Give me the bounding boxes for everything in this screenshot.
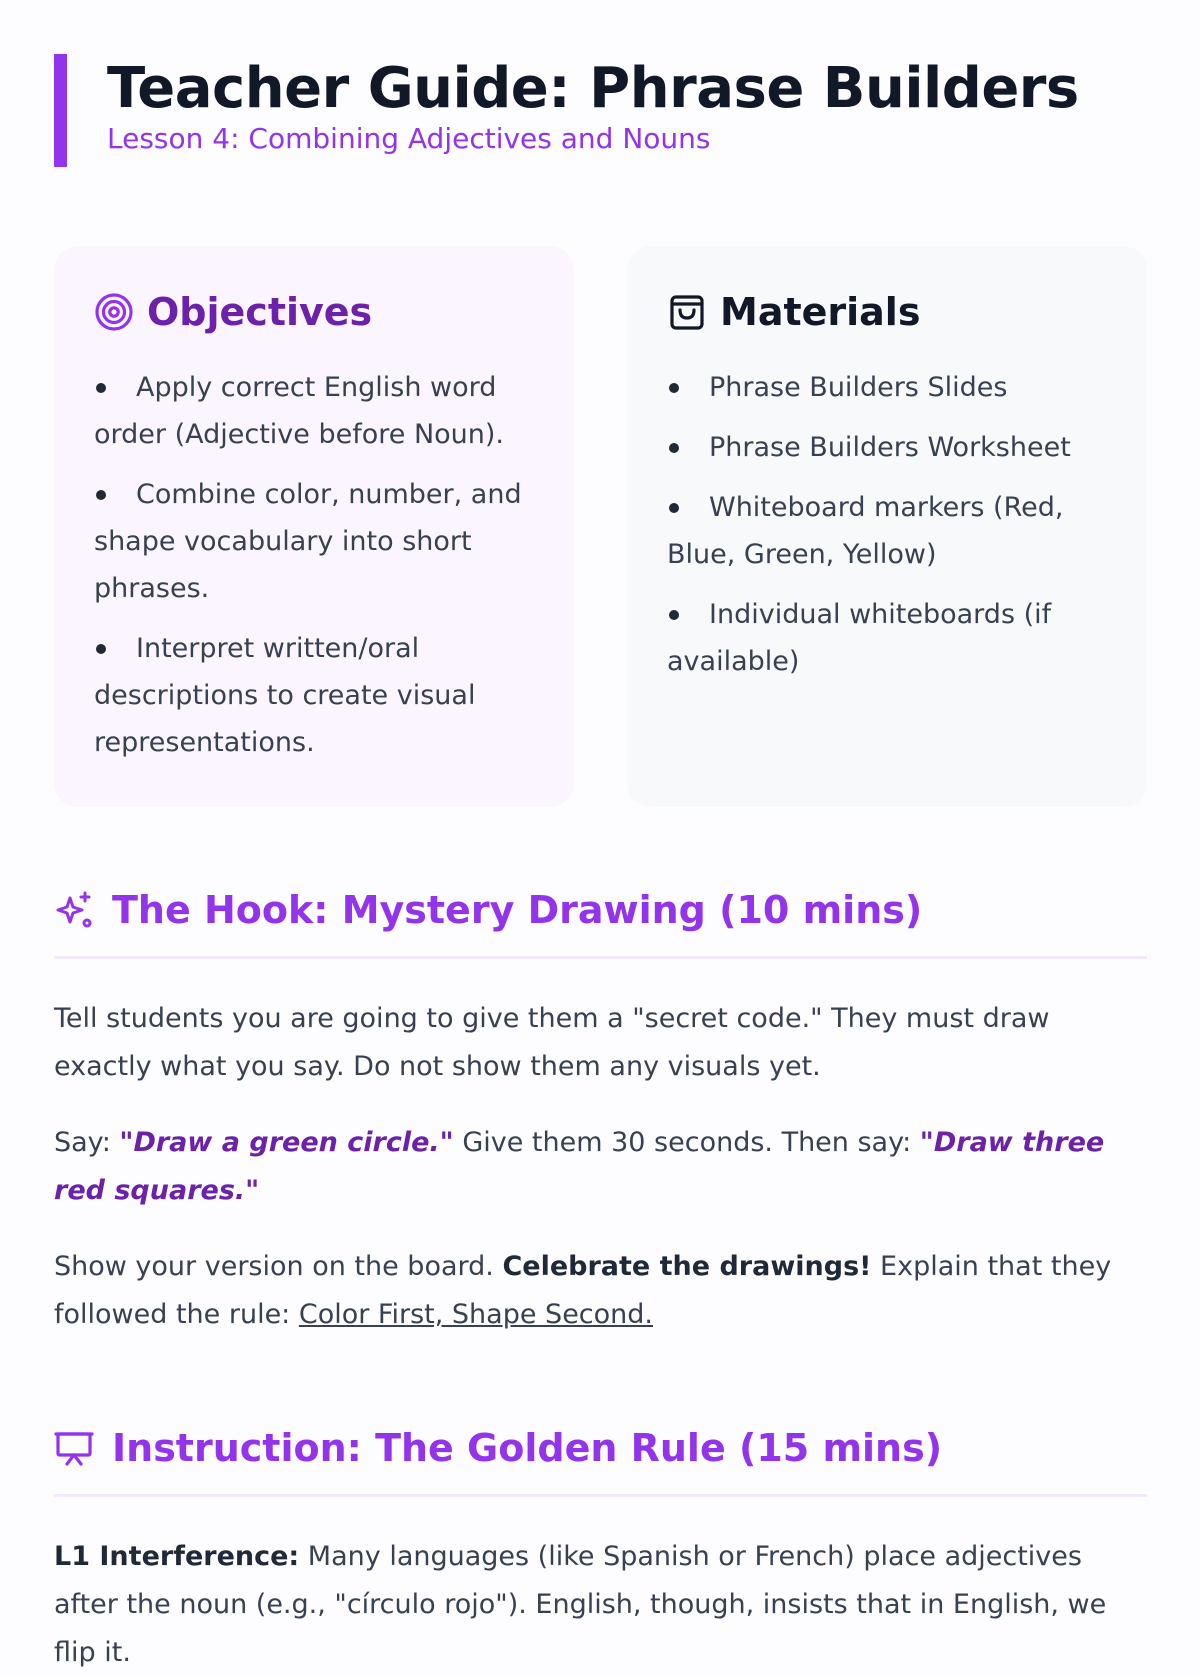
rule-underline: Color First, Shape Second. — [298, 1299, 653, 1330]
materials-list — [667, 364, 1107, 685]
instruction-paragraph-1-text: Many languages (like Spanish or French) place adjectives after the noun (e.g., "círculo rojo"). English, though, insists that in English, we flip it. — [54, 1541, 1107, 1668]
list-item: Whiteboard markers (Red, Blue, Green, Yellow) — [667, 484, 1107, 578]
l1-interference-label: L1 Interference: — [54, 1541, 300, 1572]
hook-paragraph-2 — [54, 1119, 1147, 1215]
instruction-paragraph-1 — [54, 1533, 1147, 1677]
materials-card — [627, 246, 1147, 807]
overview-cards — [54, 246, 1147, 807]
hook-paragraph-3 — [54, 1243, 1147, 1339]
hook-paragraph-3-middle: Explain that they followed the rule: — [54, 1251, 1112, 1330]
list-item: Phrase Builders Worksheet — [667, 424, 1107, 471]
list-item: Apply correct English word order (Adjective before Noun). — [94, 364, 534, 458]
instruction-header — [54, 1418, 1147, 1497]
presentation-icon — [54, 1428, 94, 1468]
objectives-heading — [94, 286, 534, 338]
objectives-card — [54, 246, 574, 807]
title-block — [54, 54, 1147, 167]
page-title: Teacher Guide: Phrase Builders — [107, 56, 1079, 121]
list-item: Combine color, number, and shape vocabulary into short phrases. — [94, 471, 534, 612]
quote-green-circle: "Draw a green circle." — [119, 1127, 454, 1158]
materials-heading — [667, 286, 1107, 338]
page-subtitle: Lesson 4: Combining Adjectives and Nouns — [107, 122, 711, 155]
list-item: Interpret written/oral descriptions to create visual representations. — [94, 625, 534, 766]
list-item: Individual whiteboards (if available) — [667, 591, 1107, 685]
hook-header — [54, 880, 1147, 959]
quote-red-squares: "Draw three red squares." — [54, 1127, 1105, 1206]
target-icon — [94, 292, 134, 332]
hook-section — [54, 880, 1147, 1339]
hook-heading: The Hook: Mystery Drawing (10 mins) — [112, 888, 923, 932]
hook-paragraph-2-middle: Give them 30 seconds. Then say: — [453, 1127, 920, 1158]
sparkles-icon — [54, 890, 94, 930]
celebrate-emphasis: Celebrate the drawings! — [502, 1251, 872, 1282]
list-item: Phrase Builders Slides — [667, 364, 1107, 411]
say-label: Say: — [54, 1127, 120, 1158]
objectives-list — [94, 364, 534, 766]
hook-paragraph-3-start: Show your version on the board. — [54, 1251, 503, 1282]
shopping-bag-icon — [667, 292, 707, 332]
materials-heading-label: Materials — [720, 290, 921, 334]
instruction-heading: Instruction: The Golden Rule (15 mins) — [112, 1426, 943, 1470]
hook-paragraph-1: Tell students you are going to give them a "secret code." They must draw exactly what you say. Do not show them any visuals yet. — [54, 1003, 1050, 1082]
teacher-guide-page — [54, 0, 1147, 1668]
instruction-section — [54, 1418, 1147, 1677]
objectives-heading-label: Objectives — [147, 290, 373, 334]
